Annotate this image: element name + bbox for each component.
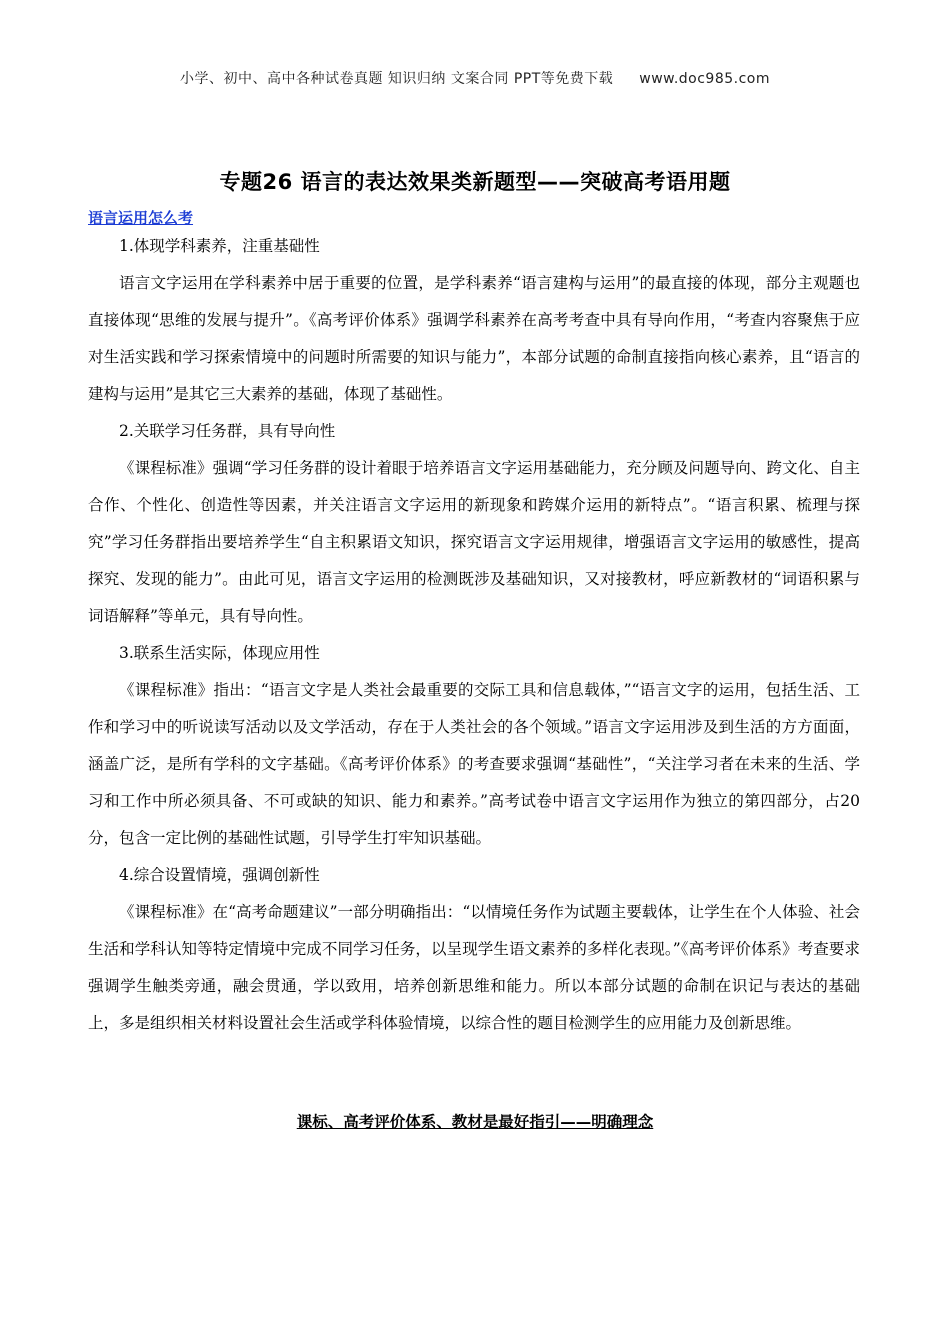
section-item-4: 4.综合设置情境，强调创新性	[119, 866, 320, 884]
subsection-heading: 课标、高考评价体系、教材是最好指引——明确理念	[296, 1113, 654, 1131]
page-header	[0, 68, 950, 88]
body-paragraph-4: 《课程标准》在“高考命题建议”一部分明确指出：“以情境任务作为试题主要载体，让学生在个人体验、社会生活和学科认知等特定情境中完成不同学习任务，以呈现学生语文素养的多样化表现。”《高考评价体系》考查要求强调学生触类旁通，融会贯通，学以致用，培养创新思维和能力。所以本部分试题的命制在识记与表达的基础上，多是组织相关材料设置社会生活或学科体验情境，以综合性的题目检测学生的应用能力及创新思维。	[88, 903, 860, 1032]
document-title: 专题26 语言的表达效果类新题型——突破高考语用题	[219, 170, 731, 194]
section-link-how-to-test[interactable]: 语言运用怎么考	[88, 209, 194, 227]
body-paragraph-3: 《课程标准》指出：“语言文字是人类社会最重要的交际工具和信息载体，”“语言文字的运用，包括生活、工作和学习中的听说读写活动以及文学活动，存在于人类社会的各个领域。”语言文字运用涉及到生活的方方面面，涵盖广泛，是所有学科的文字基础。《高考评价体系》的考查要求强调“基础性”，“关注学习者在未来的生活、学习和工作中所必须具备、不可或缺的知识、能力和素养。”高考试卷中语言文字运用作为独立的第四部分，占20分，包含一定比例的基础性试题，引导学生打牢知识基础。	[88, 681, 860, 847]
header-text: 小学、初中、高中各种试卷真题 知识归纳 文案合同 PPT等免费下载	[179, 71, 614, 87]
section-item-2: 2.关联学习任务群，具有导向性	[119, 422, 336, 440]
body-paragraph-1: 语言文字运用在学科素养中居于重要的位置，是学科素养“语言建构与运用”的最直接的体现，部分主观题也直接体现“思维的发展与提升”。《高考评价体系》强调学科素养在高考考查中具有导向作用，“考查内容聚焦于应对生活实践和学习探索情境中的问题时所需要的知识与能力”，本部分试题的命制直接指向核心素养，且“语言的建构与运用”是其它三大素养的基础，体现了基础性。	[88, 274, 860, 403]
body-paragraph-2: 《课程标准》强调“学习任务群的设计着眼于培养语言文字运用基础能力，充分顾及问题导向、跨文化、自主合作、个性化、创造性等因素，并关注语言文字运用的新现象和跨媒介运用的新特点”。“语言积累、梳理与探究”学习任务群指出要培养学生“自主积累语文知识，探究语言文字运用规律，增强语言文字运用的敏感性，提高探究、发现的能力”。由此可见，语言文字运用的检测既涉及基础知识，又对接教材，呼应新教材的“词语积累与词语解释”等单元，具有导向性。	[88, 459, 860, 625]
document-body	[88, 228, 860, 1042]
section-item-3: 3.联系生活实际，体现应用性	[119, 644, 320, 662]
section-item-1: 1.体现学科素养，注重基础性	[119, 237, 320, 255]
header-site-link[interactable]: www.doc985.com	[639, 71, 771, 87]
